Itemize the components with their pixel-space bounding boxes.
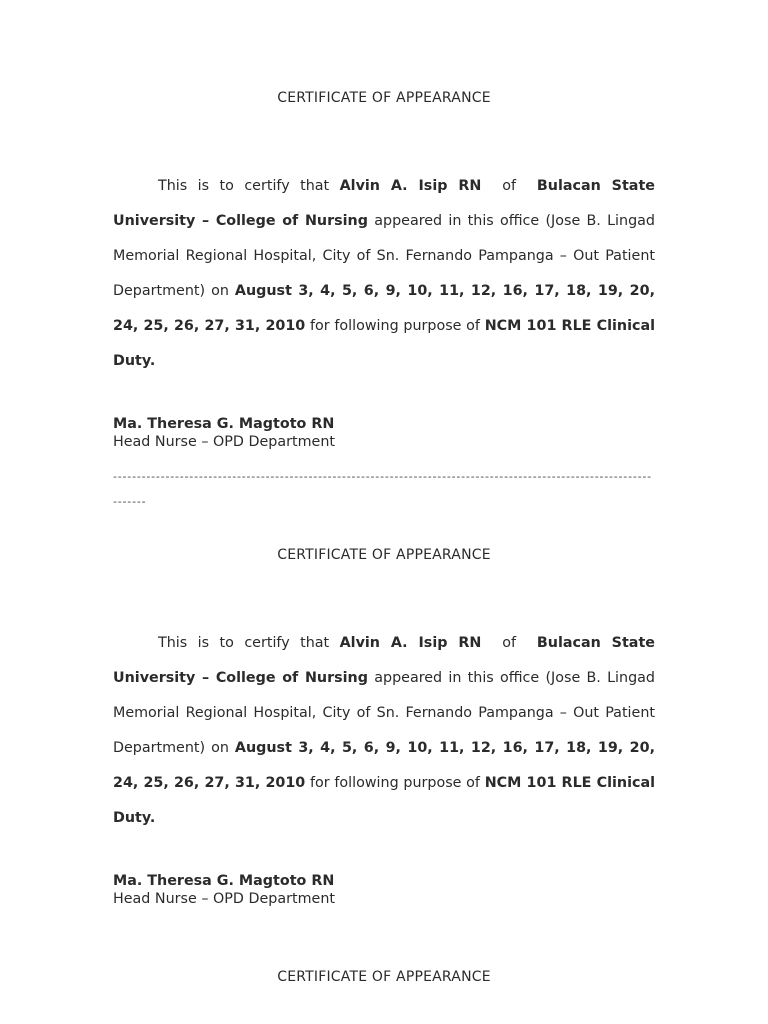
certificate-title: CERTIFICATE OF APPEARANCE: [277, 547, 491, 563]
appeared-text: appeared in this office (Jose B. Lingad Memorial Regional Hospital, City of Sn. Fernando Pampanga – Out Patient Department) on: [113, 670, 655, 756]
appeared-text: appeared in this office (Jose B. Lingad Memorial Regional Hospital, City of Sn. Fernando Pampanga – Out Patient Department) on: [113, 213, 655, 299]
purpose-intro: for following purpose of: [309, 775, 480, 791]
person-name: Alvin A. Isip RN: [339, 178, 482, 194]
dashed-separator: ------------------------------------------------------------------------------------------------------------------------: [113, 470, 652, 508]
institution-name: Bulacan State University – College of Nursing: [113, 635, 655, 686]
intro-text: This is to certify that: [158, 178, 330, 194]
signature-block: [113, 872, 655, 908]
signer-position: Head Nurse – OPD Department: [113, 891, 335, 907]
certificate-title: CERTIFICATE OF APPEARANCE: [277, 969, 491, 985]
appearance-dates: August 3, 4, 5, 6, 9, 10, 11, 12, 16, 17, 18, 19, 20, 24, 25, 26, 27, 31, 2010: [113, 283, 655, 334]
purpose-intro: for following purpose of: [309, 318, 480, 334]
signer-name: Ma. Theresa G. Magtoto RN: [113, 416, 335, 432]
person-name: Alvin A. Isip RN: [339, 635, 482, 651]
signature-block: [113, 415, 655, 451]
purpose-text: NCM 101 RLE Clinical Duty.: [113, 775, 655, 826]
certificate-title: CERTIFICATE OF APPEARANCE: [277, 90, 491, 106]
appearance-dates: August 3, 4, 5, 6, 9, 10, 11, 12, 16, 17, 18, 19, 20, 24, 25, 26, 27, 31, 2010: [113, 740, 655, 791]
certificate-body: [113, 626, 655, 836]
of-text: of: [502, 635, 516, 651]
signer-position: Head Nurse – OPD Department: [113, 434, 335, 450]
institution-name: Bulacan State University – College of Nursing: [113, 178, 655, 229]
signer-name: Ma. Theresa G. Magtoto RN: [113, 873, 335, 889]
intro-text: This is to certify that: [158, 635, 330, 651]
purpose-text: NCM 101 RLE Clinical Duty.: [113, 318, 655, 369]
of-text: of: [502, 178, 516, 194]
certificate-body: [113, 169, 655, 379]
